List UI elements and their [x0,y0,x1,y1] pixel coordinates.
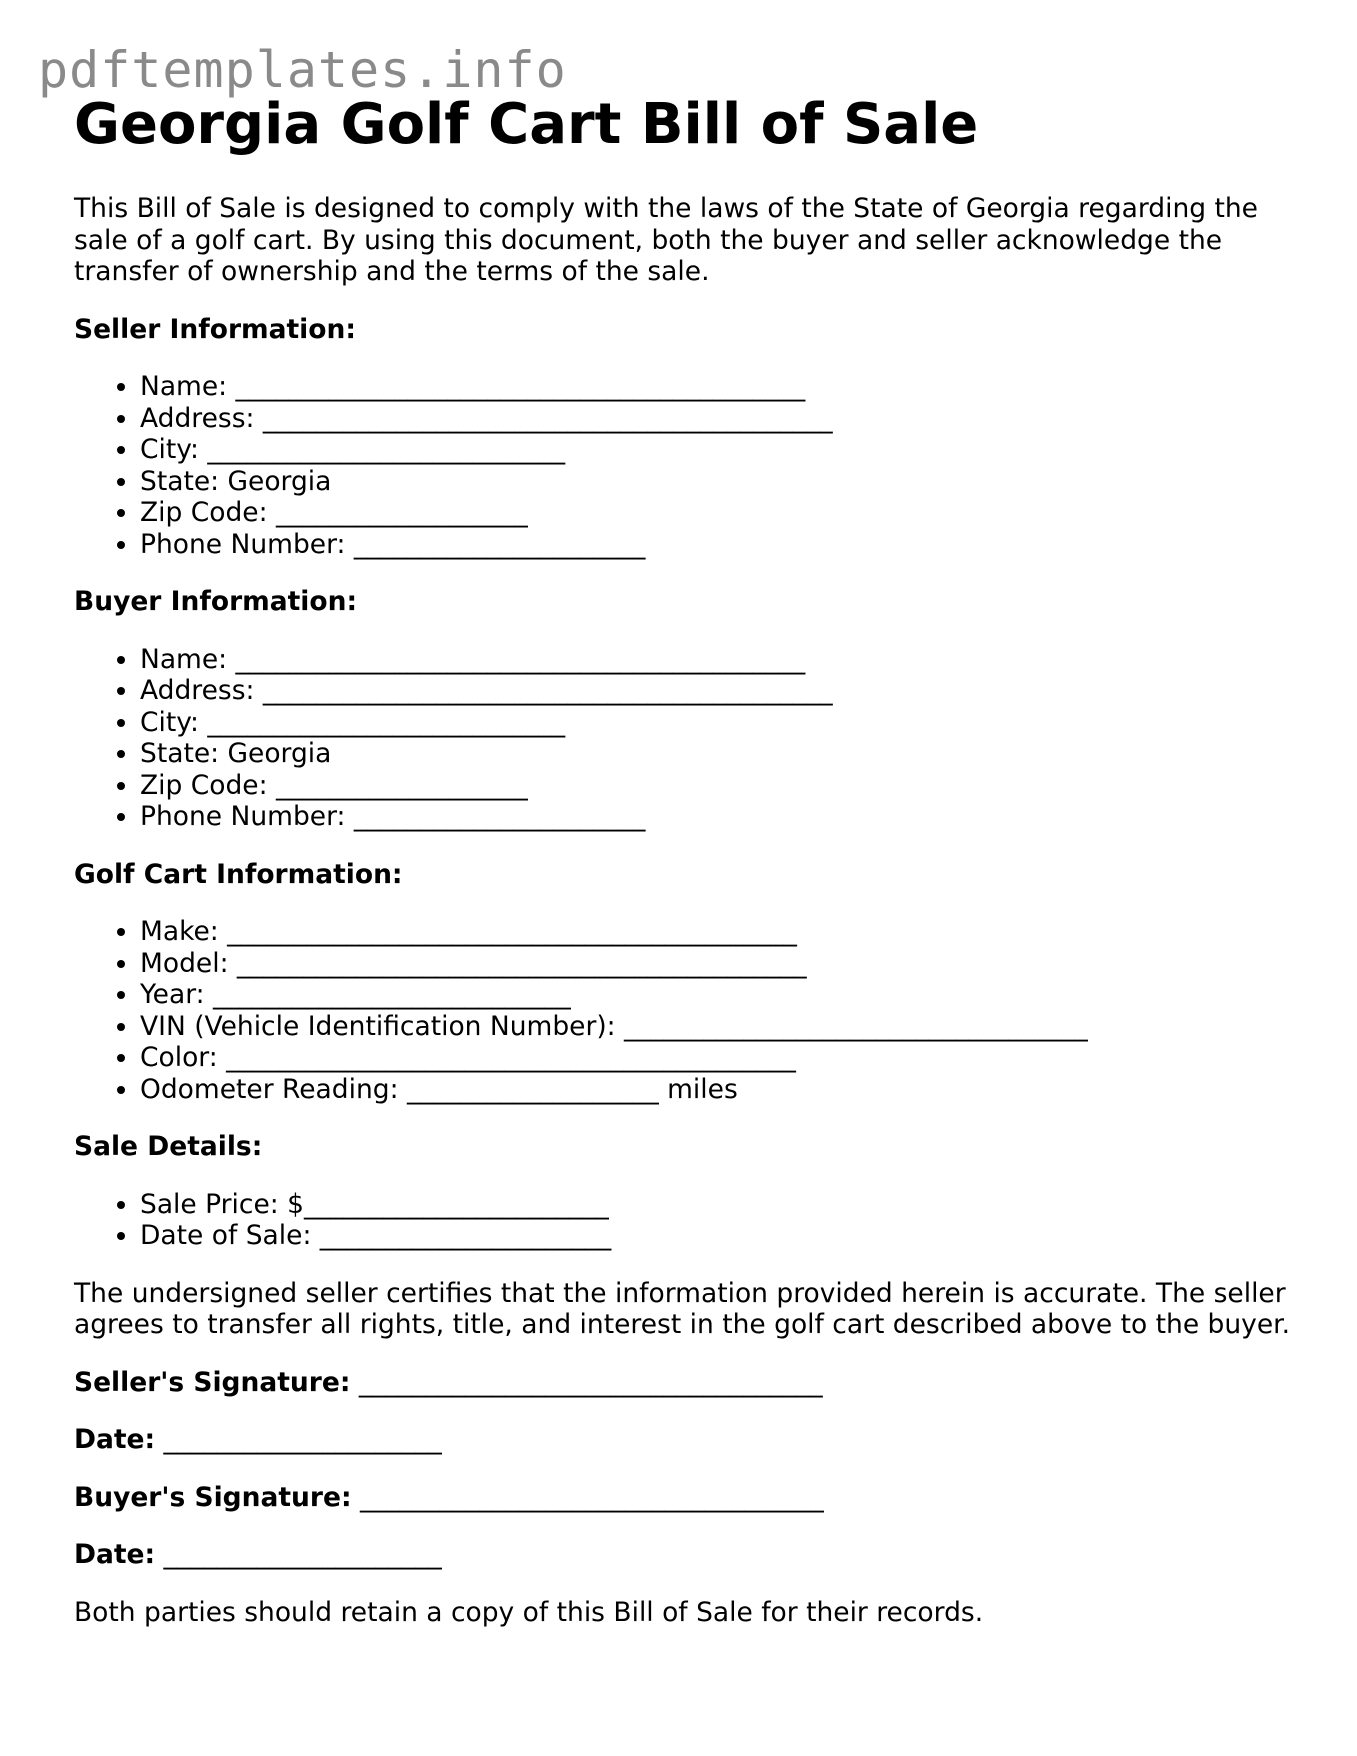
seller-city-field[interactable]: • City: ___________________________ [140,434,1294,466]
footer-note: Both parties should retain a copy of this Bill of Sale for their records. [74,1596,984,1628]
seller-state: • State: Georgia [140,466,1294,498]
seller-name-field[interactable]: • Name: ___________________________________________ [140,371,1294,403]
buyer-date-label: Date: [74,1539,156,1570]
buyer-heading: Buyer Information: [74,586,358,617]
buyer-date-row [74,1539,1294,1571]
buyer-name-field[interactable]: • Name: ___________________________________________ [140,644,1294,676]
buyer-date-field[interactable]: _____________________ [155,1539,442,1570]
seller-zip-field[interactable]: • Zip Code: ___________________ [140,497,1294,529]
cart-list [74,916,1294,1105]
seller-heading: Seller Information: [74,313,356,345]
seller-signature-label: Seller's Signature: [74,1366,351,1398]
certification-paragraph: The undersigned seller certifies that the information provided herein is accurate. The seller agrees to transfer all rights, title, and interest in the golf cart described above to the buyer. [74,1277,1291,1340]
seller-phone-field[interactable]: • Phone Number: ______________________ [140,529,1294,561]
seller-address-field[interactable]: • Address: ___________________________________________ [140,403,1294,435]
seller-signature-row [74,1367,1294,1399]
buyer-phone-field[interactable]: • Phone Number: ______________________ [140,801,1294,833]
document-body [74,193,1294,1628]
buyer-state: • State: Georgia [140,738,1294,770]
buyer-city-field[interactable]: • City: ___________________________ [140,707,1294,739]
seller-date-label: Date: [74,1424,156,1455]
cart-heading: Golf Cart Information: [74,858,403,890]
buyer-list [74,644,1294,833]
watermark: pdftemplates.info [38,41,567,99]
cart-color-field[interactable]: • Color: ___________________________________________ [140,1042,1294,1074]
buyer-zip-field[interactable]: • Zip Code: ___________________ [140,770,1294,802]
cart-vin-field[interactable]: • VIN (Vehicle Identification Number): ___________________________________ [140,1011,1294,1043]
cart-make-field[interactable]: • Make: ___________________________________________ [140,916,1294,948]
cart-year-field[interactable]: • Year: ___________________________ [140,979,1294,1011]
buyer-signature-field[interactable]: ___________________________________ [351,1481,824,1513]
seller-date-row [74,1424,1294,1456]
sale-price-field[interactable]: • Sale Price: $_______________________ [140,1189,1294,1221]
cart-odometer-field[interactable]: • Odometer Reading: ___________________ miles [140,1074,1294,1106]
buyer-signature-row [74,1482,1294,1514]
cart-model-field[interactable]: • Model: ___________________________________________ [140,948,1294,980]
sale-list [74,1189,1294,1252]
seller-date-field[interactable]: _____________________ [155,1424,442,1455]
seller-list [74,371,1294,560]
buyer-address-field[interactable]: • Address: ___________________________________________ [140,675,1294,707]
buyer-signature-label: Buyer's Signature: [74,1481,352,1513]
sale-date-field[interactable]: • Date of Sale: ______________________ [140,1220,1294,1252]
intro-paragraph: This Bill of Sale is designed to comply with the laws of the State of Georgia regarding the sale of a golf cart. By using this document, both the buyer and seller acknowledge the transfer of ownership and the terms of the sale. [74,193,1258,287]
page-title: Georgia Golf Cart Bill of Sale [74,92,979,157]
seller-signature-field[interactable]: ___________________________________ [350,1366,823,1398]
sale-heading: Sale Details: [74,1131,263,1162]
